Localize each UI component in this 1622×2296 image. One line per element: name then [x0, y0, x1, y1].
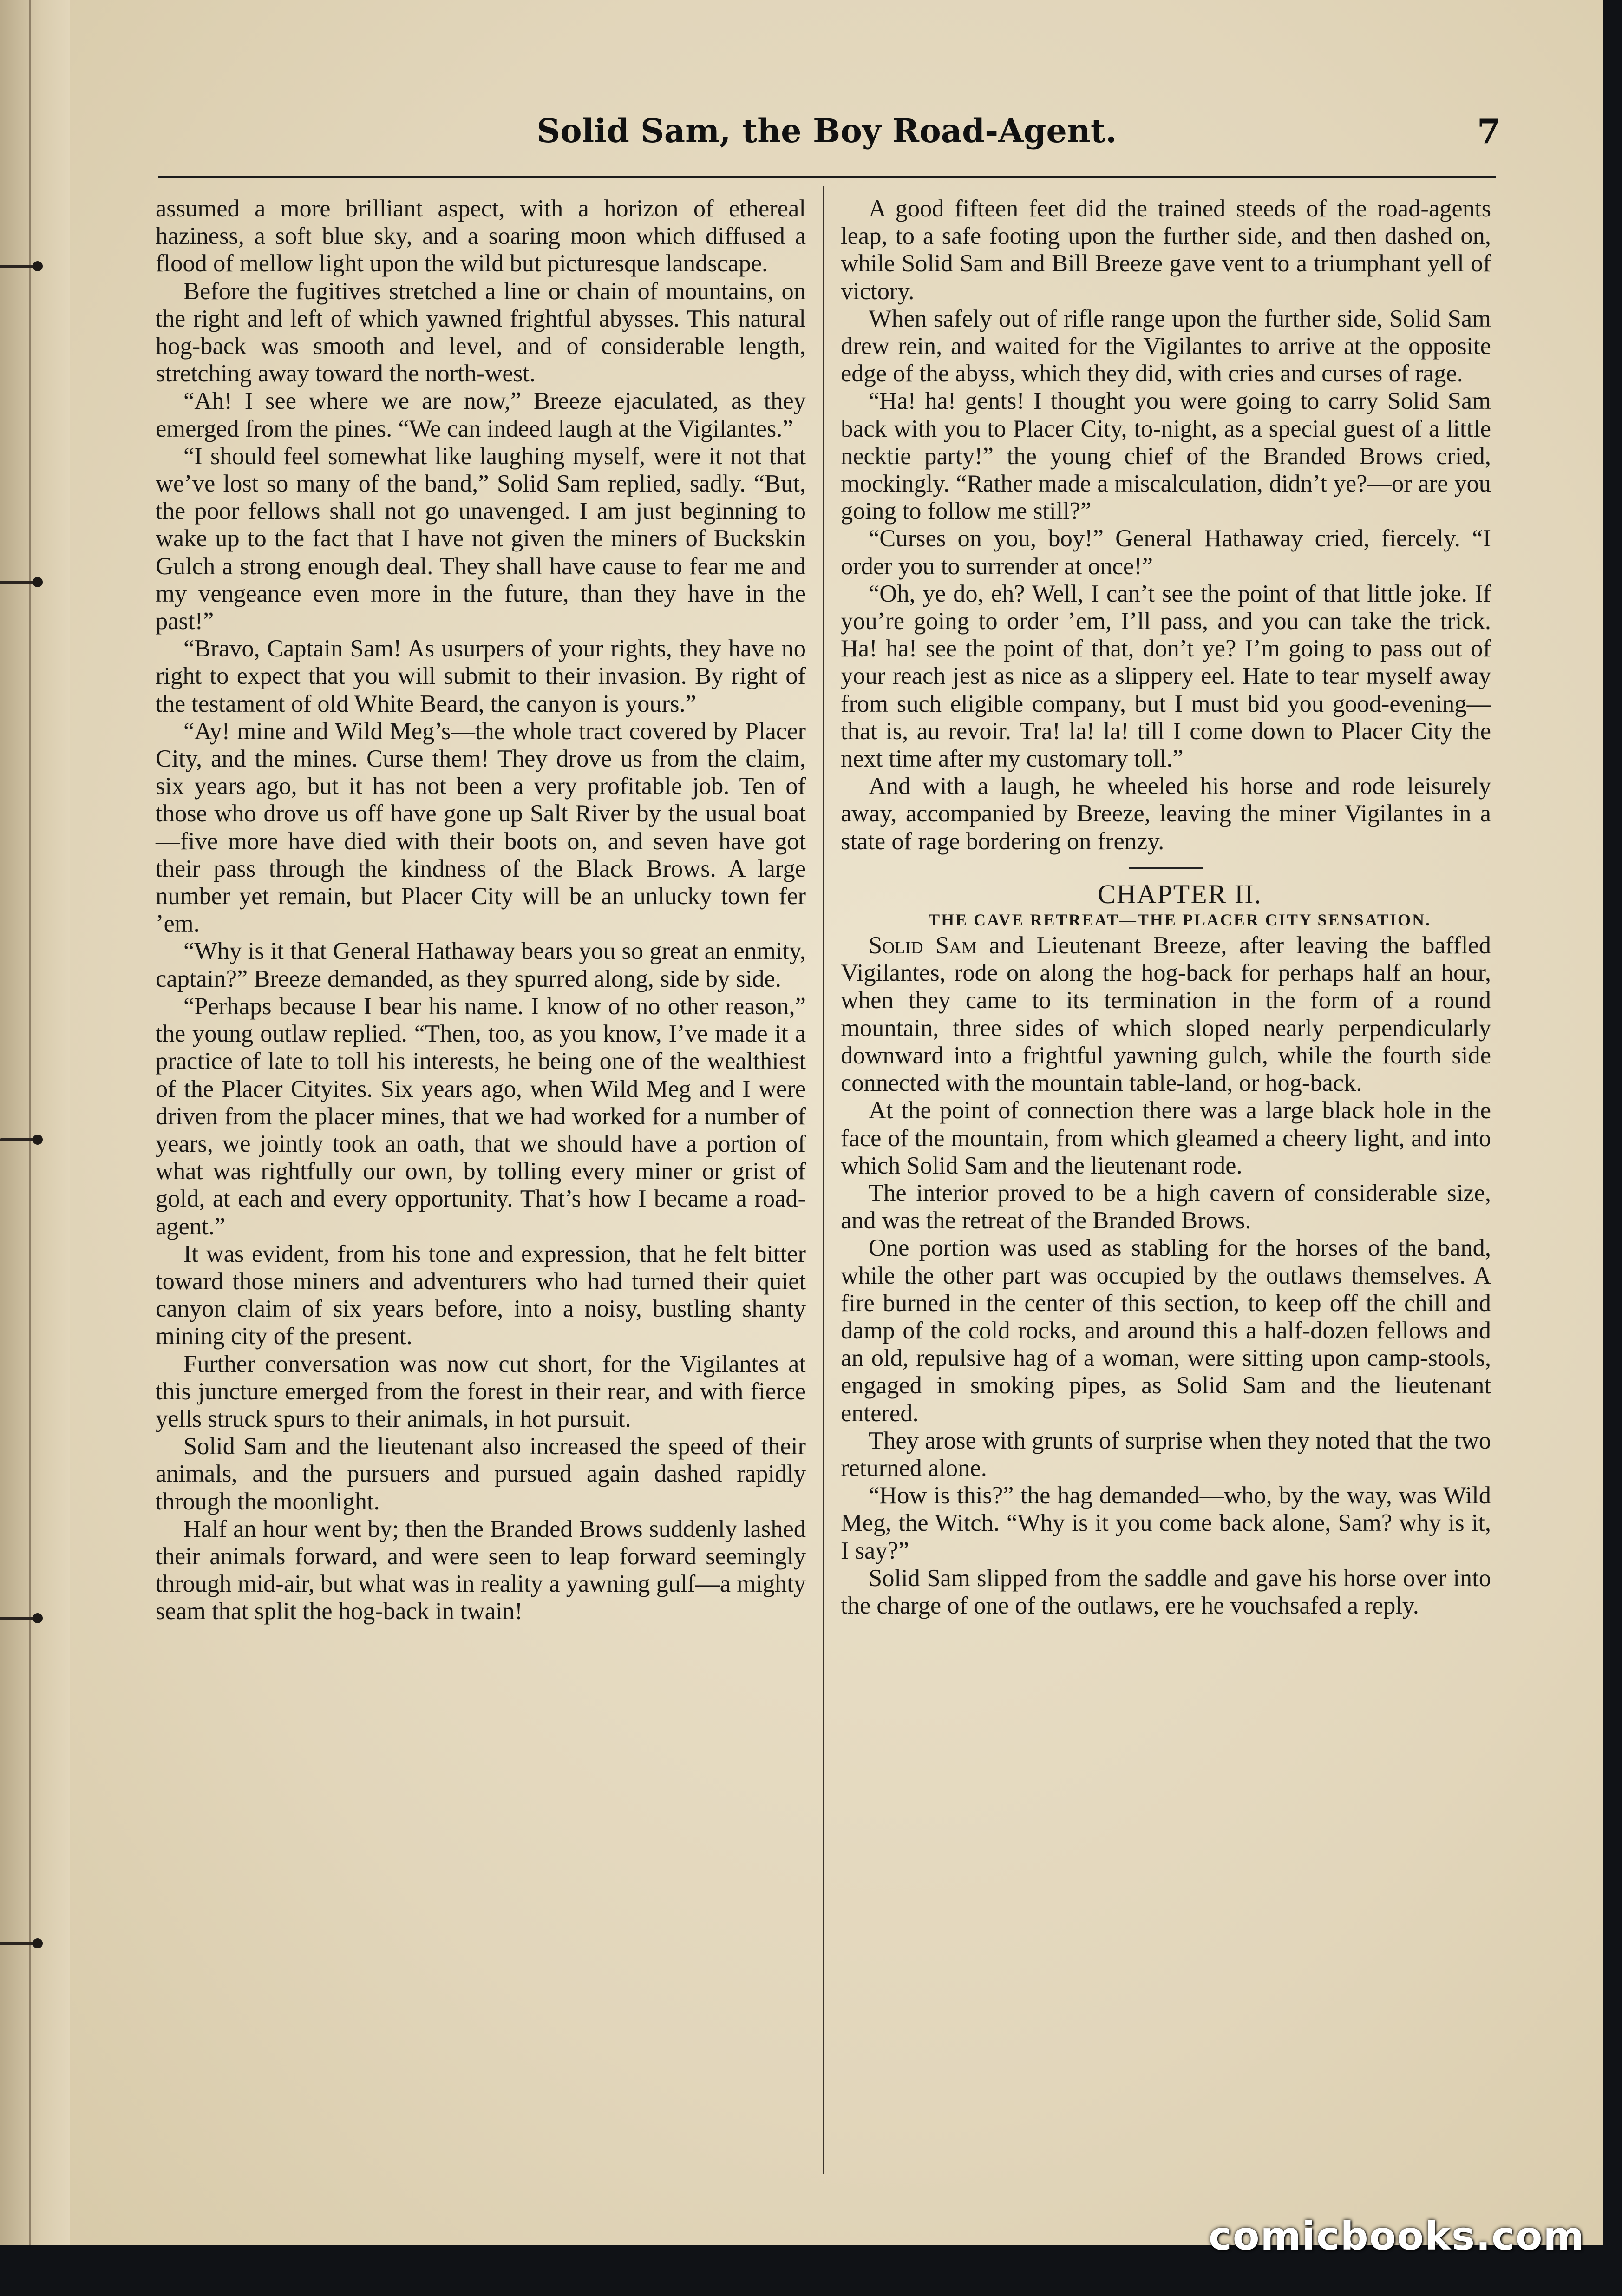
- page-header: [158, 112, 1500, 167]
- paragraph: [841, 932, 1491, 1097]
- section-separator: [1129, 867, 1203, 869]
- paragraph: Before the fugitives stretched a line or chain of mountains, on the right and left of which yawned frightful abysses. This natural hog-back was smooth and level, and of considerable length, stretching away toward the north-west.: [156, 277, 806, 387]
- header-rule: [158, 176, 1496, 178]
- paragraph: Half an hour went by; then the Branded Brows suddenly lashed their animals forward, and were seen to leap forward seemingly through mid-air, but what was in reality a yawning gulf—a mighty seam that split the hog-back in twain!: [156, 1515, 806, 1625]
- paragraph: When safely out of rifle range upon the further side, Solid Sam drew rein, and waited for the Vigilantes to arrive at the opposite edge of the abyss, which they did, with cries and curses of rage.: [841, 305, 1491, 387]
- binding-stitch-icon: [0, 1134, 51, 1146]
- paragraph: “Curses on you, boy!” General Hathaway cried, fiercely. “I order you to surrender at once!”: [841, 525, 1491, 580]
- paragraph: And with a laugh, he wheeled his horse and rode leisurely away, accompanied by Breeze, leaving the miner Vigilantes in a state of rage bordering on frenzy.: [841, 773, 1491, 855]
- fold-line: [29, 0, 31, 2296]
- column-divider: [823, 186, 824, 2174]
- paragraph: It was evident, from his tone and expression, that he felt bitter toward those miners and adventurers who had turned their quiet canyon claim of six years before, into a noisy, bustling shanty mining city of the present.: [156, 1240, 806, 1350]
- paragraph: “Ay! mine and Wild Meg’s—the whole tract covered by Placer City, and the mines. Curse them! They drove us from the claim, six years ago, but it has not been a very profitable job. Ten of those who drove us off have gone up Salt River by the usual boat—five more have died with their boots on, and seven have got their pass through the kindness of the Black Brows. A large number yet remain, but Placer City will be an unlucky town fer ’em.: [156, 717, 806, 938]
- paragraph-text: and Lieutenant Breeze, after leaving the baffled Vigilantes, rode on along the hog-back for perhaps half an hour, when they came to its termination in the form of a round mountain, three sides of which sloped nearly perpendicularly downward into a frightful yawning gulch, while the fourth side connected with the mountain table-land, or hog-back.: [841, 932, 1491, 1097]
- chapter-title: CHAPTER II.: [1098, 879, 1262, 909]
- binding-stitch-icon: [0, 576, 51, 588]
- paragraph: The interior proved to be a high cavern of considerable size, and was the retreat of the Branded Brows.: [841, 1179, 1491, 1234]
- paragraph: “How is this?” the hag demanded—who, by the way, was Wild Meg, the Witch. “Why is it you come back alone, Sam? why is it, I say?”: [841, 1482, 1491, 1564]
- right-column: [841, 195, 1491, 1620]
- paragraph: Solid Sam and the lieutenant also increased the speed of their animals, and the pursuers and pursued again dashed rapidly through the moonlight.: [156, 1433, 806, 1515]
- paragraph: “Perhaps because I bear his name. I know of no other reason,” the young outlaw replied. “Then, too, as you know, I’ve made it a practice of late to toll his interests, he being one of the wealthiest of the Placer Cityites. Six years ago, when Wild Meg and I were driven from the placer mines, that we had worked for a number of years, we jointly took an oath, that we should have a portion of what was rightfully our own, by tolling every miner or grist of gold, at each and every opportunity. That’s how I became a road-agent.”: [156, 992, 806, 1240]
- paragraph: At the point of connection there was a large black hole in the face of the mountain, from which gleamed a cheery light, and into which Solid Sam and the lieutenant rode.: [841, 1097, 1491, 1179]
- scan-border-right: [1603, 0, 1622, 2296]
- paragraph: “Ha! ha! gents! I thought you were going to carry Solid Sam back with you to Placer City, to-night, as a special guest of a little necktie party!” the young chief of the Branded Brows cried, mockingly. “Rather made a miscalculation, didn’t ye?—or are you going to follow me still?”: [841, 387, 1491, 525]
- paragraph: “Why is it that General Hathaway bears you so great an enmity, captain?” Breeze demanded, as they spurred along, side by side.: [156, 938, 806, 992]
- paragraph: “Bravo, Captain Sam! As usurpers of your rights, they have no right to expect that you will submit to their invasion. By right of the testament of old White Beard, the canyon is yours.”: [156, 635, 806, 717]
- left-column: [156, 195, 806, 1626]
- running-title: Solid Sam, the Boy Road-Agent.: [536, 112, 1117, 150]
- paragraph: One portion was used as stabling for the horses of the band, while the other part was occupied by the outlaws themselves. A fire burned in the center of this section, to keep off the chill and damp of the cold rocks, and around this a half-dozen fellows and an old, repulsive hag of a woman, were sitting upon camp-stools, engaged in smoking pipes, as Solid Sam and the lieutenant entered.: [841, 1234, 1491, 1427]
- paragraph: They arose with grunts of surprise when they noted that the two returned alone.: [841, 1427, 1491, 1482]
- binding-stitch-icon: [0, 260, 51, 272]
- binding-stitch-icon: [0, 1937, 51, 1949]
- paragraph: “Ah! I see where we are now,” Breeze ejaculated, as they emerged from the pines. “We can indeed laugh at the Vigilantes.”: [156, 387, 806, 442]
- page-number: 7: [1477, 112, 1500, 151]
- paragraph: “I should feel somewhat like laughing myself, were it not that we’ve lost so many of the band,” Solid Sam replied, sadly. “But, the poor fellows shall not go unavenged. I am just beginning to wake up to the fact that I have not given the miners of Buckskin Gulch a strong enough deal. They shall have cause to fear me and my vengeance even more in the future, than they have in the past!”: [156, 442, 806, 635]
- watermark: comicbooks.com: [1209, 2213, 1585, 2259]
- paragraph: Further conversation was now cut short, for the Vigilantes at this juncture emerged from the forest in their rear, and with fierce yells struck spurs to their animals, in hot pursuit.: [156, 1350, 806, 1432]
- lead-in: Solid Sam: [869, 932, 977, 959]
- binding-stitch-icon: [0, 1612, 51, 1624]
- paragraph: A good fifteen feet did the trained steeds of the road-agents leap, to a safe footing upon the further side, and then dashed on, while Solid Sam and Bill Breeze gave vent to a triumphant yell of victory.: [841, 195, 1491, 305]
- chapter-subtitle: THE CAVE RETREAT—THE PLACER CITY SENSATION.: [929, 911, 1431, 930]
- paragraph: Solid Sam slipped from the saddle and gave his horse over into the charge of one of the outlaws, ere he vouchsafed a reply.: [841, 1564, 1491, 1619]
- paragraph: assumed a more brilliant aspect, with a horizon of ethereal haziness, a soft blue sky, and a soaring moon which diffused a flood of mellow light upon the wild but picturesque landscape.: [156, 195, 806, 277]
- paragraph: “Oh, ye do, eh? Well, I can’t see the point of that little joke. If you’re going to order ’em, I’ll pass, and you can take the trick. Ha! ha! see the point of that, don’t ye? I’m going to pass out of your reach jest as nice as a slippery eel. Hate to tear myself away from such eligible company, but I must bid you good-evening—that is, au revoir. Tra! la! la! till I come down to Placer City the next time after my customary toll.”: [841, 580, 1491, 773]
- binding-margin: [0, 0, 70, 2296]
